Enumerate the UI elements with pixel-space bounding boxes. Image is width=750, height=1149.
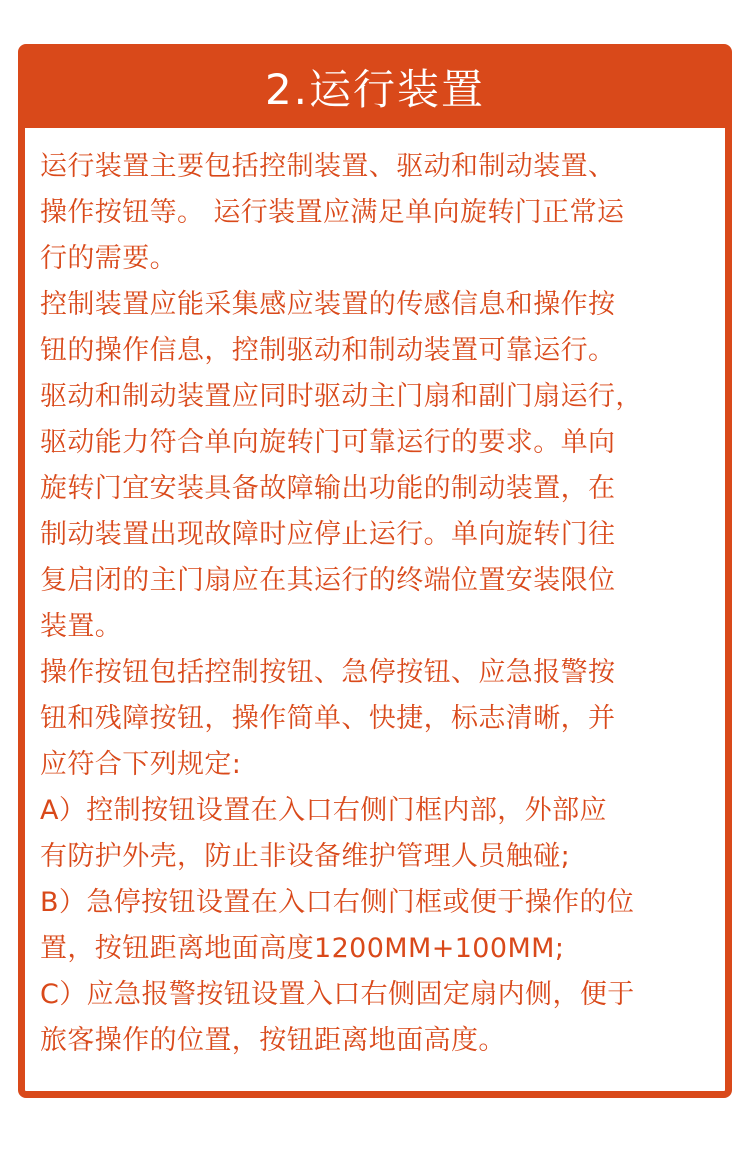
- body-line: 置，按钮距离地面高度1200MM+100MM;: [40, 933, 565, 964]
- body-line: 操作按钮等。 运行装置应满足单向旋转门正常运: [40, 197, 625, 228]
- body-line: 钮的操作信息，控制驱动和制动装置可靠运行。: [40, 335, 616, 366]
- body-line: 驱动能力符合单向旋转门可靠运行的要求。单向: [40, 427, 616, 458]
- body-line: 复启闭的主门扇应在其运行的终端位置安装限位: [40, 565, 616, 596]
- body-line: 控制装置应能采集感应装置的传感信息和操作按: [40, 289, 616, 320]
- section-card: [18, 44, 732, 1098]
- body-line: 有防护外壳，防止非设备维护管理人员触碰;: [40, 841, 571, 872]
- body-line: 驱动和制动装置应同时驱动主门扇和副门扇运行，: [40, 381, 643, 412]
- body-line: 操作按钮包括控制按钮、急停按钮、应急报警按: [40, 657, 616, 688]
- section-title: 2.运行装置: [264, 64, 486, 114]
- body-line: 制动装置出现故障时应停止运行。单向旋转门往: [40, 519, 616, 550]
- body-line: 行的需要。: [40, 243, 177, 274]
- title-bar: [25, 51, 725, 128]
- body-line: 应符合下列规定:: [40, 749, 242, 780]
- body-line: A）控制按钮设置在入口右侧门框内部，外部应: [40, 795, 607, 826]
- body-line: C）应急报警按钮设置入口右侧固定扇内侧，便于: [40, 979, 635, 1010]
- body-line: 钮和残障按钮，操作简单、快捷，标志清晰，并: [40, 703, 616, 734]
- body-line: 旅客操作的位置，按钮距离地面高度。: [40, 1025, 506, 1056]
- section-body: [40, 144, 720, 1064]
- body-line: 运行装置主要包括控制装置、驱动和制动装置、: [40, 151, 616, 182]
- body-line: 装置。: [40, 611, 123, 642]
- body-line: 旋转门宜安装具备故障输出功能的制动装置，在: [40, 473, 616, 504]
- body-line: B）急停按钮设置在入口右侧门框或便于操作的位: [40, 887, 635, 918]
